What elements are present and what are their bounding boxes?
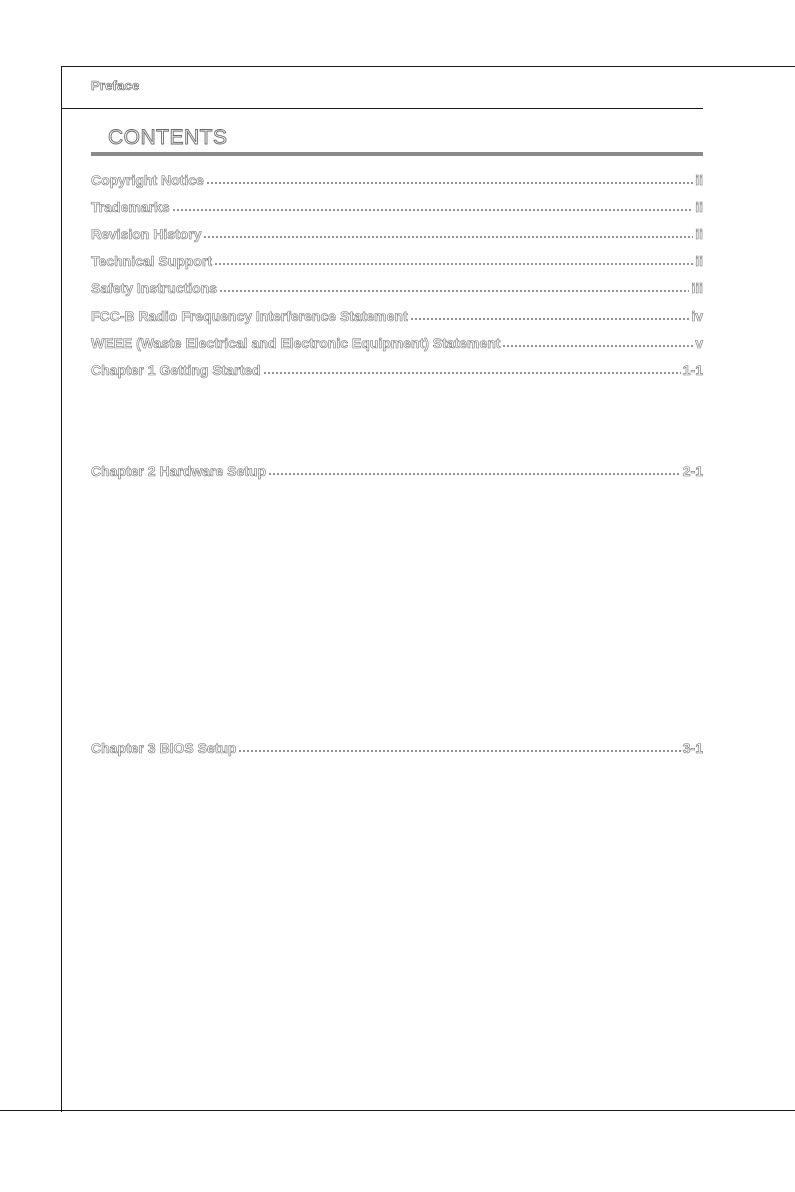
toc-entry-copyright-notice[interactable] (91, 172, 703, 188)
toc-entry-weee-statement[interactable] (91, 335, 703, 351)
toc-entry-label: WEEE (Waste Electrical and Electronic Equipment) Statement (91, 335, 501, 351)
toc-entry-label: Chapter 2 Hardware Setup (91, 463, 267, 479)
toc-entry-page: ii (695, 172, 703, 188)
page-top-rule (62, 66, 795, 67)
toc-entry-page: iv (691, 308, 703, 324)
toc-entry-chapter-1[interactable] (91, 362, 703, 378)
header-rule (62, 108, 703, 109)
toc-entry-chapter-3[interactable] (91, 740, 703, 756)
dot-leader (203, 235, 693, 239)
toc-entry-page: ii (695, 226, 703, 242)
dot-leader (263, 371, 681, 375)
dot-leader (238, 749, 680, 753)
dot-leader (502, 344, 693, 348)
dot-leader (219, 289, 689, 293)
toc-entry-label: Copyright Notice (91, 172, 204, 188)
toc-entry-page: ii (695, 253, 703, 269)
toc-entry-page: 2-1 (682, 463, 703, 479)
toc-entry-label: Trademarks (91, 199, 170, 215)
dot-leader (206, 181, 693, 185)
page-title: CONTENTS (108, 126, 228, 149)
toc-entry-page: ii (695, 199, 703, 215)
title-underline (91, 152, 703, 156)
dot-leader (410, 317, 690, 321)
toc-entry-page: v (695, 335, 703, 351)
toc-entry-label: Chapter 1 Getting Started (91, 362, 261, 378)
page-bottom-rule (0, 1110, 795, 1111)
toc-entry-label: FCC-B Radio Frequency Interference Statement (91, 308, 408, 324)
dot-leader (214, 262, 693, 266)
toc-entry-label: Chapter 3 BIOS Setup (91, 740, 237, 756)
dot-leader (268, 472, 681, 476)
toc-entry-page: 3-1 (682, 740, 703, 756)
toc-entry-page: 1-1 (682, 362, 703, 378)
toc-entry-revision-history[interactable] (91, 226, 703, 242)
toc-entry-page: iii (691, 280, 703, 296)
toc-entry-label: Technical Support (91, 253, 213, 269)
section-label: Preface (91, 78, 140, 93)
dot-leader (172, 208, 694, 212)
toc-entry-label: Revision History (91, 226, 202, 242)
toc-entry-technical-support[interactable] (91, 253, 703, 269)
page-left-rule (61, 66, 62, 1112)
toc-entry-label: Safety Instructions (91, 280, 218, 296)
toc-entry-fcc-b-statement[interactable] (91, 308, 703, 324)
toc-entry-trademarks[interactable] (91, 199, 703, 215)
toc-entry-safety-instructions[interactable] (91, 280, 703, 296)
toc-entry-chapter-2[interactable] (91, 463, 703, 479)
